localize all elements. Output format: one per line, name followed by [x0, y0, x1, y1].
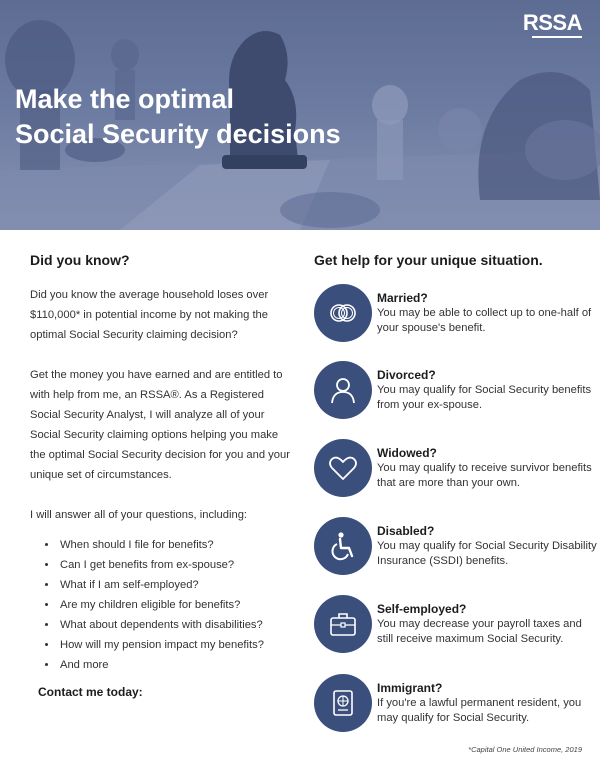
situation-title: Married?: [377, 291, 428, 305]
situation-text: You may qualify for Social Security Disability Insurance (SSDI) benefits.: [377, 540, 597, 567]
situation-widowed: [314, 439, 594, 499]
situation-title: Divorced?: [377, 368, 436, 382]
situation-text: You may qualify to receive survivor benefits that are more than your own.: [377, 462, 592, 489]
rssa-logo: RSSA: [522, 10, 582, 35]
contact-label: Contact me today:: [38, 685, 143, 699]
situation-title: Widowed?: [377, 446, 437, 460]
hero-banner: [0, 0, 600, 230]
briefcase-icon: [314, 595, 372, 653]
intro-paragraph: Did you know the average household loses over $110,000* in potential income by not making the optimal Social Security claiming decision?: [30, 289, 269, 341]
page-title: [15, 82, 341, 152]
passport-icon: [314, 674, 372, 732]
list-item: • Are my children eligible for benefits?: [58, 595, 292, 615]
rssa-paragraph: Get the money you have earned and are entitled to with help from me, an RSSA®. As a Registered Social Security Analyst, I will analyze all of your Social Security claiming options helping you make the optimal Social Security decision for you and your unique set of circumstances.: [30, 369, 290, 481]
person-icon: [314, 361, 372, 419]
situation-disabled: [314, 517, 597, 577]
right-column: [314, 252, 597, 724]
list-item: • And more: [58, 655, 292, 675]
situation-self-employed: [314, 595, 594, 655]
list-item: • Can I get benefits from ex-spouse?: [58, 555, 292, 575]
questions-list: [30, 535, 292, 675]
situation-text: You may decrease your payroll taxes and still receive maximum Social Security.: [377, 618, 582, 645]
situation-title: Disabled?: [377, 524, 435, 538]
situation-title: Self-employed?: [377, 602, 467, 616]
left-column: [30, 252, 292, 699]
wheelchair-icon: [314, 517, 372, 575]
situation-title: Immigrant?: [377, 681, 443, 695]
list-item: • When should I file for benefits?: [58, 535, 292, 555]
questions-intro: I will answer all of your questions, including:: [30, 509, 248, 521]
title-line-2: Social Security decisions: [15, 119, 341, 149]
situation-text: You may be able to collect up to one-half of your spouse's benefit.: [377, 307, 592, 334]
situation-married: [314, 284, 594, 344]
title-line-1: Make the optimal: [15, 84, 235, 114]
situation-text: If you're a lawful permanent resident, you may qualify for Social Security.: [377, 697, 582, 724]
footnote: *Capital One United Income, 2019: [468, 745, 582, 754]
situation-immigrant: [314, 674, 594, 734]
unique-situation-heading: Get help for your unique situation.: [314, 252, 543, 268]
heart-icon: [314, 439, 372, 497]
list-item: • How will my pension impact my benefits?: [58, 635, 292, 655]
situation-text: You may qualify for Social Security benefits from your ex-spouse.: [377, 384, 592, 411]
list-item: • What if I am self-employed?: [58, 575, 292, 595]
did-you-know-heading: Did you know?: [30, 252, 130, 268]
list-item: • What about dependents with disabilities?: [58, 615, 292, 635]
situation-divorced: [314, 361, 594, 421]
rings-icon: [314, 284, 372, 342]
logo-underline: [532, 36, 582, 38]
